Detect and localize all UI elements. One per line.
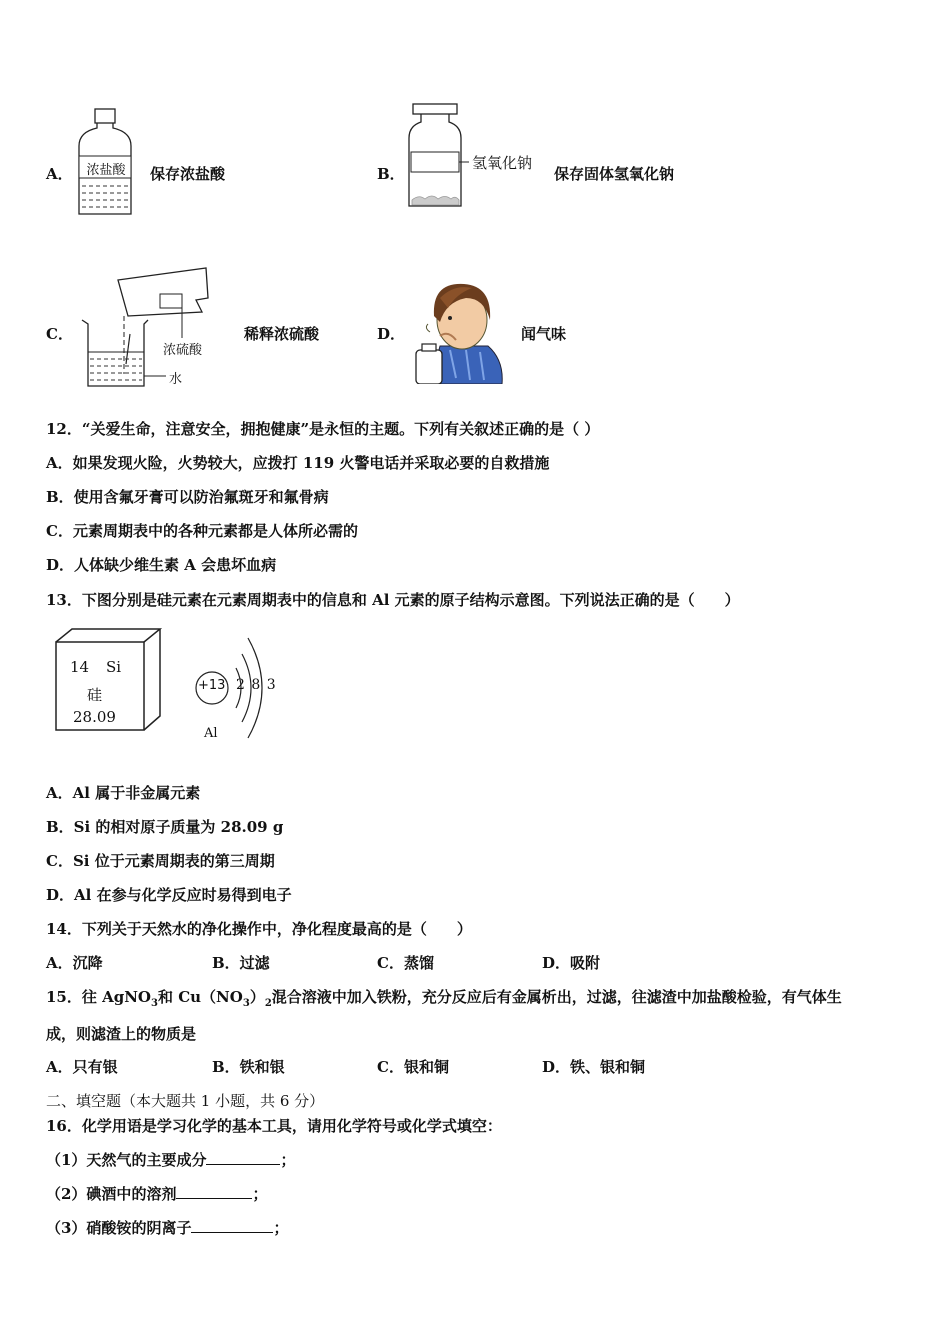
si-name: 硅 — [87, 686, 103, 704]
hcl-bottle-label: 浓盐酸 — [86, 163, 126, 178]
al-nucleus: +13 — [198, 678, 226, 693]
q14-option-a: A．沉降 — [46, 954, 103, 972]
q13-option-c: C．Si 位于元素周期表的第三周期 — [46, 852, 275, 870]
q12-option-b: B．使用含氟牙膏可以防治氟斑牙和氟骨病 — [46, 488, 329, 506]
water-label: 水 — [169, 372, 183, 387]
q14-option-c: C．蒸馏 — [377, 954, 434, 972]
q15-option-c: C．银和铜 — [377, 1058, 449, 1076]
q15-stem: 15．往 AgNO$_3$和 $Cu(NO_3)_2$混合溶液中加入铁粉，充分反应后有金属析出，过滤，往滤渣中加盐酸检验，有气体生 — [46, 988, 842, 1009]
q13-stem: 13．下图分别是硅元素在元素周期表中的信息和 Al 元素的原子结构示意图。下列说法正确的是（ ） — [46, 591, 740, 609]
q15-option-b: B．铁和银 — [212, 1058, 285, 1076]
naoh-bottle-label: 氢氧化钠 — [472, 154, 533, 172]
option-c-letter: C． — [46, 325, 73, 343]
q16-item-1: （1）天然气的主要成分 ； — [46, 1151, 296, 1169]
option-d-letter: D． — [377, 325, 406, 343]
q13-option-d: D．Al 在参与化学反应时易得到电子 — [46, 886, 292, 904]
option-b-caption: 保存固体氢氧化钠 — [554, 165, 675, 183]
option-a-caption: 保存浓盐酸 — [150, 165, 226, 183]
q14-stem: 14．下列关于天然水的净化操作中，净化程度最高的是（ ） — [46, 920, 472, 938]
q16-item-2: （2）碘酒中的溶剂 ； — [46, 1185, 268, 1203]
acid-label: 浓硫酸 — [163, 343, 203, 358]
q14-option-d: D．吸附 — [542, 954, 601, 972]
si-atomic-number: 14 — [70, 658, 90, 676]
option-d-caption: 闻气味 — [521, 325, 567, 343]
si-mass: 28.09 — [73, 708, 116, 726]
answer-blank-3[interactable] — [191, 1218, 273, 1233]
section-title: 二、填空题（本大题共 1 小题，共 6 分） — [46, 1092, 325, 1110]
q13-option-a: A．Al 属于非金属元素 — [46, 784, 201, 802]
q15-option-a: A．只有银 — [46, 1058, 118, 1076]
q15-stem-line2: 成，则滤渣上的物质是 — [46, 1025, 197, 1043]
q13-option-b: B．Si 的相对原子质量为 28.09 g — [46, 818, 284, 836]
q15-option-d: D．铁、银和铜 — [542, 1058, 646, 1076]
si-symbol: Si — [106, 658, 122, 676]
dilution-figure — [78, 264, 213, 392]
q14-option-b: B．过滤 — [212, 954, 270, 972]
answer-blank-2[interactable] — [176, 1184, 252, 1199]
q12-option-a: A．如果发现火险，火势较大，应拨打 119 火警电话并采取必要的自救措施 — [46, 454, 550, 472]
q12-option-d: D．人体缺少维生素 A 会患坏血病 — [46, 556, 277, 574]
smelling-figure — [410, 276, 505, 384]
q12-stem: 12．“关爱生命，注意安全，拥抱健康”是永恒的主题。下列有关叙述正确的是（ ） — [46, 420, 600, 438]
q16-item-3: （3）硝酸铵的阴离子 ； — [46, 1219, 289, 1237]
option-c-caption: 稀释浓硫酸 — [244, 325, 320, 343]
al-shells: 2 8 3 — [236, 677, 277, 693]
option-a-letter: A． — [46, 165, 73, 183]
answer-blank-1[interactable] — [206, 1150, 280, 1165]
q12-option-c: C．元素周期表中的各种元素都是人体所必需的 — [46, 522, 358, 540]
option-b-letter: B． — [377, 165, 405, 183]
al-label: Al — [204, 726, 218, 741]
q16-stem: 16．化学用语是学习化学的基本工具，请用化学符号或化学式填空： — [46, 1117, 502, 1135]
